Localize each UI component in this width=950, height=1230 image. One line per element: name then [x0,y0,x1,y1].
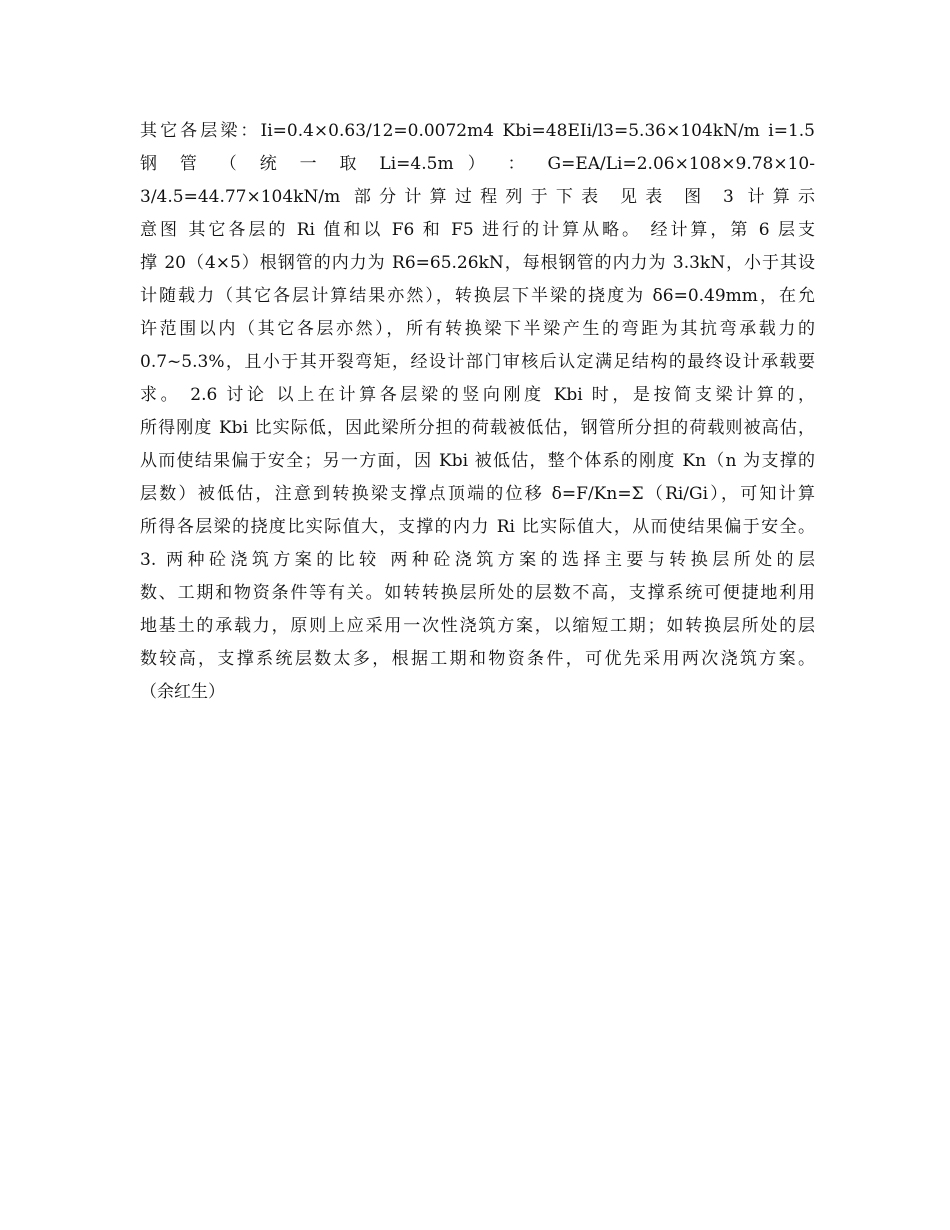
text-line-content: 3/4.5=44.77×104kN/m 部分计算过程列于下表 见表 图 3 计算示 [140,187,815,207]
text-line [140,412,815,445]
text-line-content: 计随载力（其它各层计算结果亦然），转换层下半梁的挠度为 δ6=0.49mm，在允 [140,286,815,306]
text-line-content: 3. 两种砼浇筑方案的比较 两种砼浇筑方案的选择主要与转换层所处的层 [140,550,815,570]
text-line-content: 意图 其它各层的 Ri 值和以 F6 和 F5 进行的计算从略。 经计算，第 6 层支 [140,220,815,240]
article-body [140,115,815,709]
text-line [140,478,815,511]
text-line-content: 所得刚度 Kbi 比实际低，因此梁所分担的荷载被低估，钢管所分担的荷载则被高估， [140,418,815,438]
text-line-content: 所得各层梁的挠度比实际值大，支撑的内力 Ri 比实际值大，从而使结果偏于安全。 [140,517,815,537]
text-line-content: 数较高，支撑系统层数太多，根据工期和物资条件，可优先采用两次浇筑方案。 [140,649,815,669]
text-line [140,511,815,544]
text-line-content: 求。 2.6 讨论 以上在计算各层梁的竖向刚度 Kbi 时，是按简支梁计算的， [140,385,815,405]
text-line [140,280,815,313]
text-line-content: 钢 管 （ 统 一 取 Li=4.5m ） ： G=EA/Li=2.06×108×9.78×10- [140,154,815,174]
text-line [140,676,815,709]
text-line-content: 0.7~5.3%，且小于其开裂弯矩，经设计部门审核后认定满足结构的最终设计承载要 [140,352,815,372]
text-line-content: 层数）被低估，注意到转换梁支撑点顶端的位移 δ=F/Kn=Σ（Ri/Gi），可知计算 [140,484,815,504]
text-line-content: （余红生） [140,682,225,702]
text-line [140,214,815,247]
text-line-content: 从而使结果偏于安全；另一方面，因 Kbi 被低估，整个体系的刚度 Kn（n 为支撑的 [140,451,815,471]
text-line [140,346,815,379]
text-line [140,544,815,577]
text-line [140,643,815,676]
text-line [140,610,815,643]
text-line [140,313,815,346]
text-line [140,445,815,478]
text-line [140,247,815,280]
text-line-content: 地基土的承载力，原则上应采用一次性浇筑方案，以缩短工期；如转换层所处的层 [140,616,815,636]
text-line [140,577,815,610]
text-line [140,115,815,148]
text-line [140,181,815,214]
text-line-content: 许范围以内（其它各层亦然），所有转换梁下半梁产生的弯距为其抗弯承载力的 [140,319,815,339]
text-line-content: 其它各层梁：Ii=0.4×0.63/12=0.0072m4 Kbi=48EIi/l3=5.36×104kN/m i=1.5 [140,121,815,141]
text-line-content: 数、工期和物资条件等有关。如转转换层所处的层数不高，支撑系统可便捷地利用 [140,583,815,603]
text-line-content: 撑 20（4×5）根钢管的内力为 R6=65.26kN，每根钢管的内力为 3.3kN，小于其设 [140,253,815,273]
text-line [140,379,815,412]
text-line [140,148,815,181]
